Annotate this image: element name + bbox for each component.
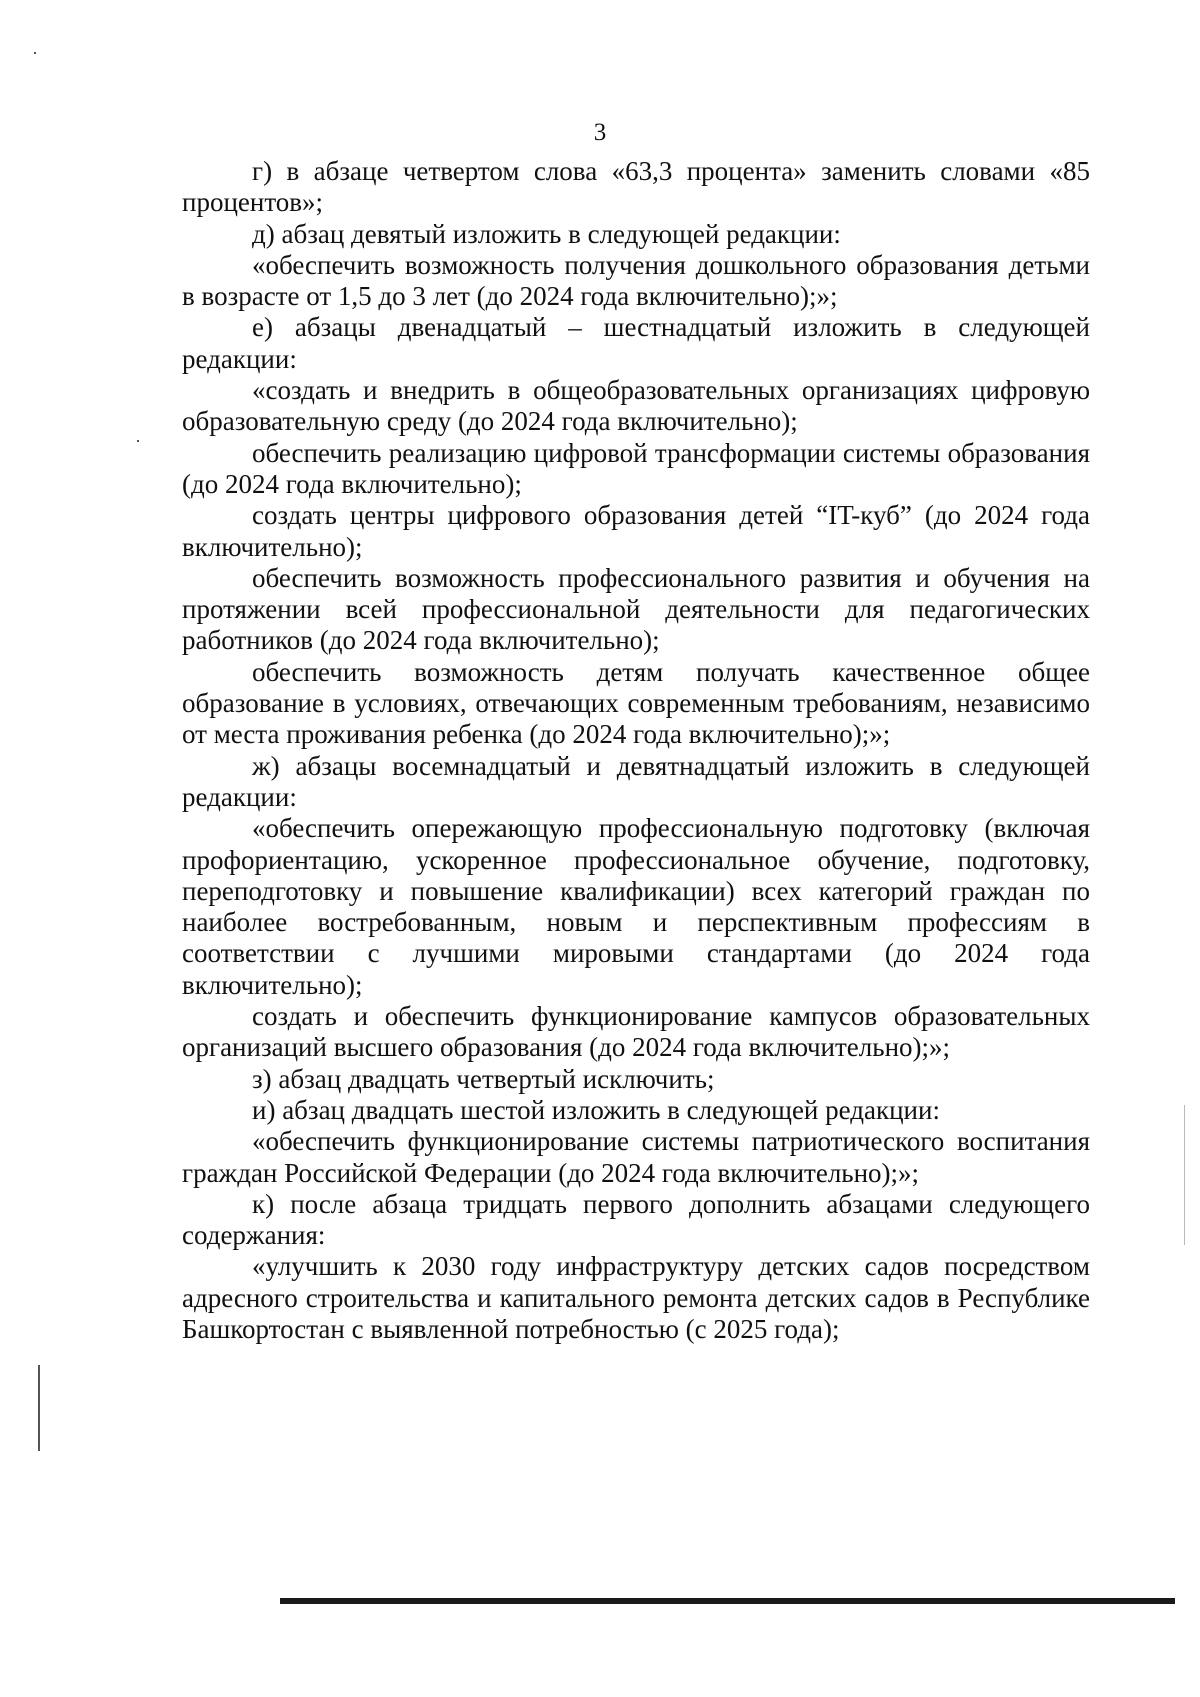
- quoted-paragraph: создать и обеспечить функционирование кампусов образовательных организаций высшего образования (до 2024 года включительно);»;: [182, 1001, 1090, 1063]
- quoted-paragraph: обеспечить возможность профессионального развития и обучения на протяжении всей профессиональной деятельности для педагогических работников (до 2024 года включительно);: [182, 562, 1090, 656]
- quoted-paragraph: «обеспечить опережающую профессиональную подготовку (включая профориентацию, ускоренное профессиональное обучение, подготовку, переподготовку и повышение квалификации) всех категорий граждан по наиболее востребованным, новым и перспективным профессиям в соответствии с лучшими мировыми стандартами (до 2024 года включительно);: [182, 813, 1090, 1000]
- paragraph-item-zh: ж) абзацы восемнадцатый и девятнадцатый изложить в следующей редакции:: [182, 750, 1090, 812]
- paragraph-item-z: з) абзац двадцать четвертый исключить;: [252, 1063, 715, 1094]
- scan-artifact-mark: [34, 52, 36, 54]
- page-number: 3: [593, 119, 607, 146]
- scan-artifact-mark: [38, 1365, 40, 1451]
- document-body: [182, 156, 1090, 1345]
- bottom-rule: [280, 1598, 1175, 1604]
- quoted-paragraph: обеспечить возможность детям получать качественное общее образование в условиях, отвечающих современным требованиям, независимо от места проживания ребенка (до 2024 года включительно);»;: [182, 656, 1090, 750]
- paragraph-item-g: г) в абзаце четвертом слова «63,3 процента» заменить словами «85 процентов»;: [182, 156, 1090, 218]
- paragraph-item-i: и) абзац двадцать шестой изложить в следующей редакции:: [252, 1094, 940, 1125]
- quoted-paragraph: обеспечить реализацию цифровой трансформации системы образования (до 2024 года включительно);: [182, 437, 1090, 499]
- paragraph-item-e: е) абзацы двенадцатый – шестнадцатый изложить в следующей редакции:: [182, 312, 1090, 374]
- quoted-paragraph: «улучшить к 2030 году инфраструктуру детских садов посредством адресного строительства и капитального ремонта детских садов в Республике Башкортостан с выявленной потребностью (с 2025 года);: [182, 1251, 1090, 1344]
- scan-artifact-mark: [137, 440, 139, 442]
- scan-artifact-mark: [1184, 1105, 1185, 1245]
- quoted-paragraph: «обеспечить возможность получения дошкольного образования детьми в возрасте от 1,5 до 3 лет (до 2024 года включительно);»;: [182, 249, 1090, 312]
- quoted-paragraph: создать центры цифрового образования детей “IT-куб” (до 2024 года включительно);: [182, 500, 1090, 562]
- paragraph-item-k: к) после абзаца тридцать первого дополнить абзацами следующего содержания:: [182, 1188, 1090, 1251]
- paragraph-item-d: д) абзац девятый изложить в следующей редакции:: [252, 218, 841, 249]
- quoted-paragraph: «создать и внедрить в общеобразовательных организациях цифровую образовательную среду (до 2024 года включительно);: [182, 375, 1090, 437]
- quoted-paragraph: «обеспечить функционирование системы патриотического воспитания граждан Российской Федерации (до 2024 года включительно);»;: [182, 1126, 1090, 1188]
